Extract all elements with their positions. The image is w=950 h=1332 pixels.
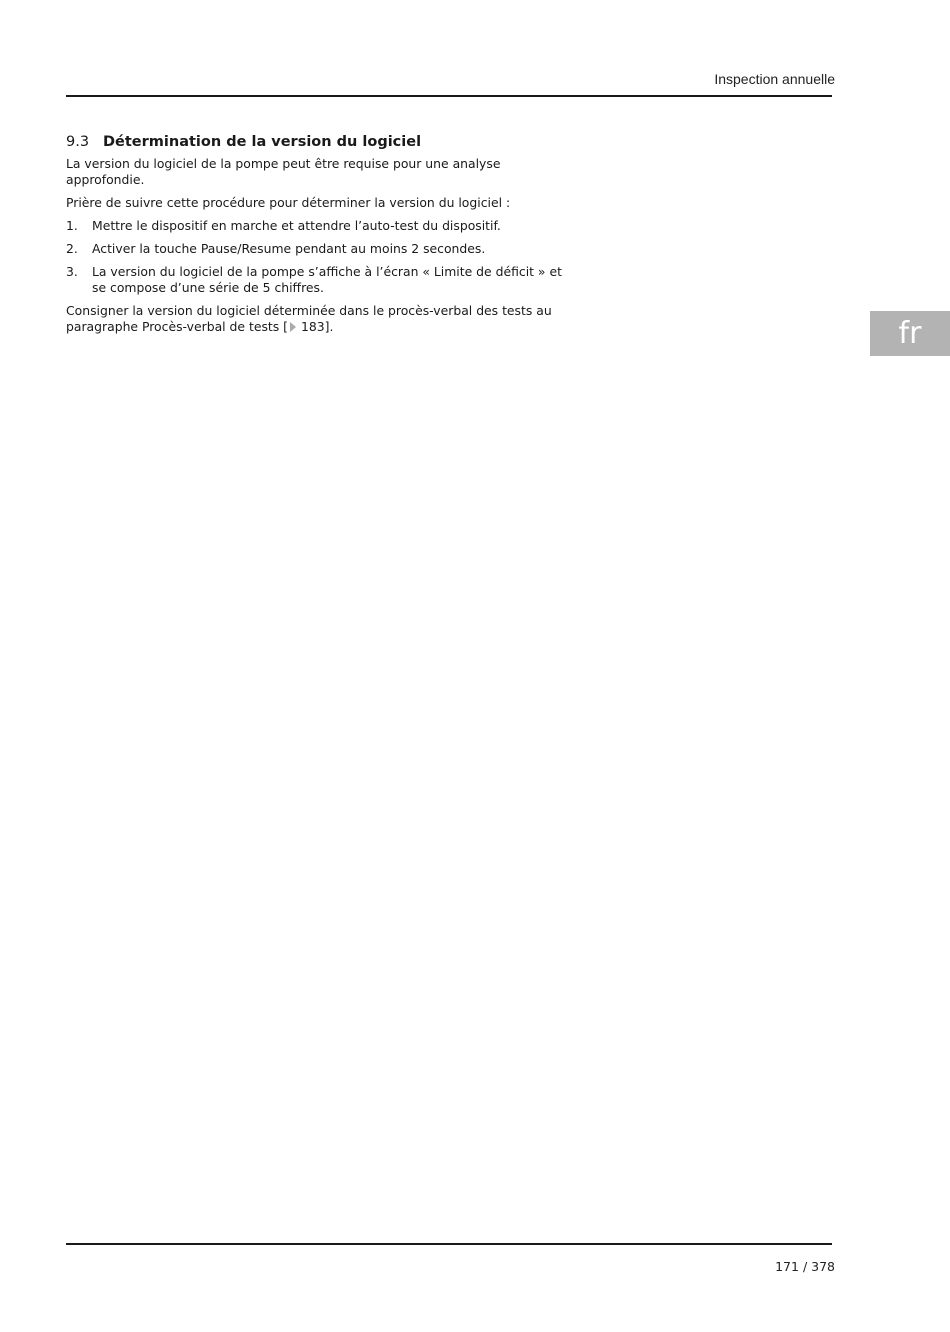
step-text: La version du logiciel de la pompe s’affiche à l’écran « Limite de déficit » et se compose d’une série de 5 chiffres. [92, 264, 562, 295]
cross-reference-arrow-icon [290, 322, 296, 332]
procedure-steps [66, 218, 576, 296]
page-reference-link[interactable]: 183 [301, 319, 325, 334]
section-title: Détermination de la version du logiciel [103, 134, 422, 150]
section-heading [66, 134, 576, 150]
section-number: 9.3 [66, 134, 90, 150]
page-number: 171 / 378 [775, 1259, 835, 1274]
main-content [66, 134, 576, 342]
conclusion-text: Consigner la version du logiciel déterminée dans le procès-verbal des tests au paragraphe Procès-verbal de tests [ [66, 303, 552, 334]
instruction-paragraph: Prière de suivre cette procédure pour déterminer la version du logiciel : [66, 195, 511, 210]
step-number: 3. [66, 264, 78, 279]
header-divider [66, 95, 832, 97]
step-number: 1. [66, 218, 78, 233]
conclusion-paragraph [66, 303, 576, 335]
step-text: Activer la touche Pause/Resume pendant au moins 2 secondes. [92, 241, 486, 256]
step-number: 2. [66, 241, 78, 256]
procedure-step [66, 218, 576, 234]
procedure-step [66, 241, 576, 257]
footer-divider [66, 1243, 832, 1245]
intro-paragraph: La version du logiciel de la pompe peut être requise pour une analyse approfondie. [66, 156, 501, 187]
step-text: Mettre le dispositif en marche et attendre l’auto-test du dispositif. [92, 218, 501, 233]
running-header-title: Inspection annuelle [714, 71, 835, 87]
language-tab: fr [870, 311, 950, 356]
conclusion-close: ]. [324, 319, 334, 334]
procedure-step [66, 264, 576, 296]
